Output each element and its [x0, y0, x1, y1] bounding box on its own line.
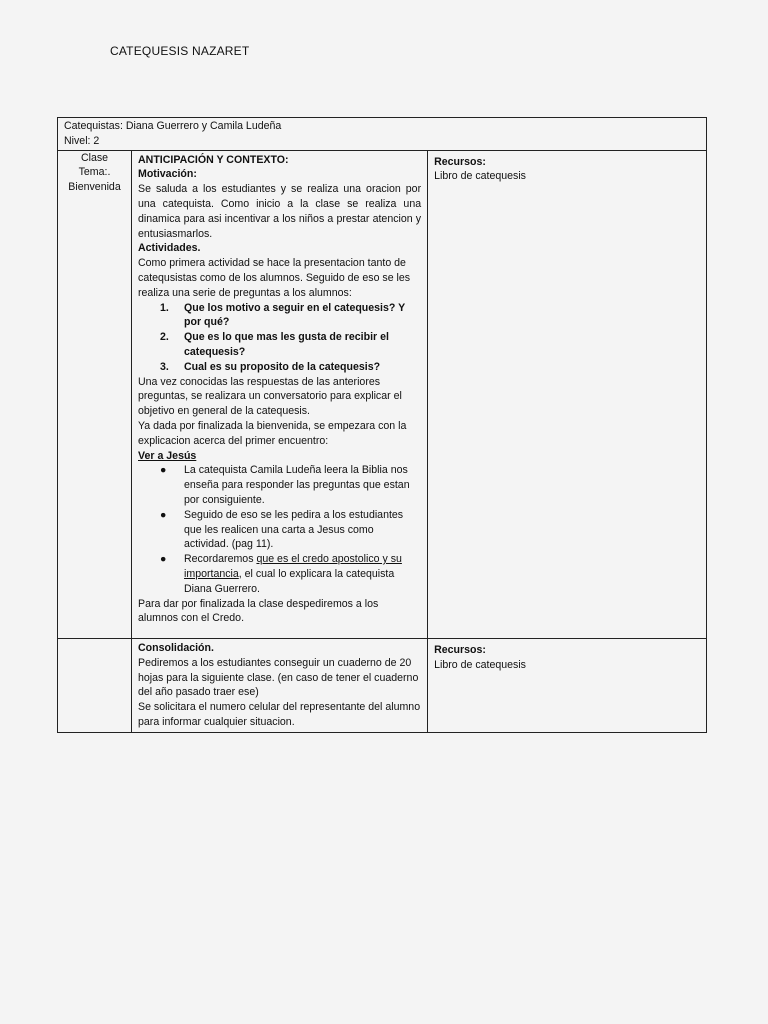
row-consolidacion	[58, 639, 707, 733]
finalizada-text: Ya dada por finalizada la bienvenida, se empezara con la explicacion acerca del primer encuentro:	[138, 419, 407, 447]
consolidacion-text-1: Pediremos a los estudiantes conseguir un cuaderno de 20 hojas para la siguiente clase. (en caso de tener el cuaderno del año pasado traer ese)	[138, 656, 419, 699]
tema-label: Tema:.	[78, 166, 111, 179]
recursos-text: Libro de catequesis	[434, 170, 526, 183]
list-item	[138, 463, 421, 507]
bullet-icon: ●	[160, 508, 167, 521]
list-item	[138, 508, 421, 552]
empty-cell	[58, 639, 132, 733]
bullet-text-suffix: , el cual lo explicara la catequista Diana Guerrero.	[184, 567, 395, 595]
header-cell	[58, 118, 707, 151]
recursos-text-2: Libro de catequesis	[434, 658, 526, 671]
resources-cell-2	[428, 639, 707, 733]
bullet-text-prefix: Recordaremos	[184, 553, 257, 566]
row-anticipacion	[58, 150, 707, 639]
list-number: 2.	[160, 331, 169, 344]
bullet-text: La catequista Camila Ludeña leera la Biblia nos enseña para responder las preguntas que estan por consiguiente.	[184, 464, 410, 506]
bullet-list	[138, 463, 421, 596]
list-item	[138, 360, 421, 375]
content-cell	[132, 150, 428, 639]
nivel-line: Nivel: 2	[64, 134, 100, 147]
bullet-icon: ●	[160, 464, 167, 477]
consolidacion-text-2: Se solicitara el numero celular del representante del alumno para informar cualquier situacion.	[138, 701, 421, 729]
question-text: Que los motivo a seguir en el catequesis? Y por qué?	[184, 301, 405, 329]
header-row	[58, 118, 707, 151]
questions-list	[138, 301, 421, 375]
question-text: Cual es su proposito de la catequesis?	[184, 360, 381, 373]
list-item	[138, 301, 421, 331]
ver-a-jesus-title: Ver a Jesús	[138, 449, 197, 462]
resources-cell	[428, 150, 707, 639]
bullet-text: Seguido de eso se les pedira a los estudiantes que les realicen una carta a Jesus como actividad. (pag 11).	[184, 508, 404, 551]
lesson-plan-table	[57, 117, 707, 733]
tema-value: Bienvenida	[68, 181, 121, 194]
list-item	[138, 552, 421, 596]
consolidacion-title: Consolidación.	[138, 642, 214, 655]
document-title: CATEQUESIS NAZARET	[110, 44, 250, 58]
clase-label: Clase	[80, 151, 109, 164]
closing-text: Para dar por finalizada la clase despediremos a los alumnos con el Credo.	[138, 597, 379, 625]
recursos-title-2: Recursos:	[434, 644, 486, 657]
bullet-icon: ●	[160, 553, 167, 566]
question-text: Que es lo que mas les gusta de recibir el catequesis?	[184, 331, 389, 358]
consolidacion-cell	[132, 639, 428, 733]
recursos-title: Recursos:	[434, 155, 486, 168]
list-number: 1.	[160, 301, 169, 314]
catequistas-line: Catequistas: Diana Guerrero y Camila Ludeña	[64, 120, 282, 132]
motivacion-title: Motivación:	[138, 168, 197, 181]
actividades-text: Como primera actividad se hace la presentacion tanto de catequsistas como de los alumnos. Seguido de eso se les realiza una serie de preguntas a los alumnos:	[138, 257, 411, 299]
actividades-title: Actividades.	[138, 242, 201, 255]
class-info-cell	[58, 150, 132, 639]
list-item	[138, 330, 421, 360]
section-heading: ANTICIPACIÓN Y CONTEXTO:	[138, 153, 289, 166]
list-number: 3.	[160, 360, 169, 373]
bullet-text-underlined: que es el credo apostolico y su importancia	[184, 553, 402, 580]
motivacion-text: Se saluda a los estudiantes y se realiza una oracion por una catequista. Como inicio a la clase se realiza una dinamica para asi incentivar a los niños a prestar atencion y entusiasmarlos.	[138, 183, 422, 240]
after-questions-text: Una vez conocidas las respuestas de las anteriores preguntas, se realizara un conversatorio para explicar el objetivo en general de la catequesis.	[138, 375, 402, 418]
